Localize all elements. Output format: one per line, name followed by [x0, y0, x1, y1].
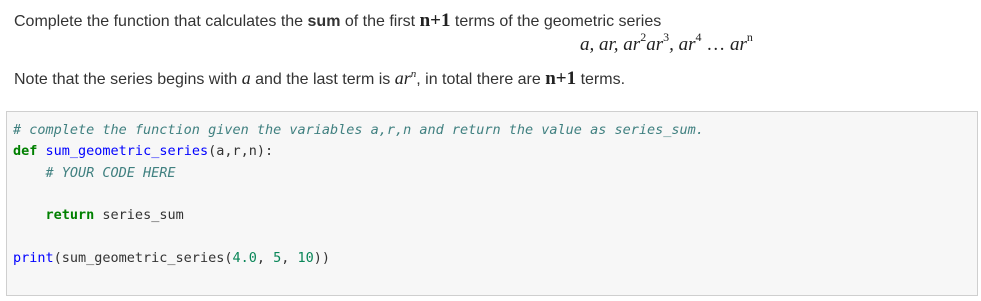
arg-separator: ,	[256, 249, 274, 266]
keyword-def: def	[13, 143, 38, 160]
series-exponent: n	[746, 30, 753, 44]
function-name: sum_geometric_series	[45, 143, 209, 160]
print-call: print	[13, 249, 54, 266]
code-comment: # complete the function given the variables a,r,n and return the value as series_sum.	[13, 122, 704, 138]
math-var-a: a	[241, 68, 251, 88]
geometric-series-formula	[580, 30, 753, 56]
description-text: of the first	[340, 13, 420, 30]
function-params: (a,r,n):	[208, 143, 274, 160]
math-exponent-n: n	[410, 68, 417, 80]
series-ellipsis: …	[701, 34, 730, 55]
series-exponent: 3	[663, 30, 670, 44]
description-text: , in total there are	[416, 71, 546, 88]
description-text: terms.	[576, 71, 626, 88]
arg-separator: ,	[281, 249, 298, 266]
arg-a: 4.0	[232, 249, 257, 266]
placeholder-comment: # YOUR CODE HERE	[45, 164, 176, 181]
math-n-plus-1: n+1	[545, 68, 577, 89]
print-args-open: (sum_geometric_series(	[53, 249, 233, 266]
keyword-return: return	[45, 207, 95, 224]
return-value: series_sum	[94, 207, 184, 224]
math-ar-n	[395, 68, 417, 88]
math-n-plus-1: n+1	[419, 10, 451, 31]
description-text: terms of the geometric series	[450, 13, 662, 30]
series-exponent: 2	[640, 30, 647, 44]
description-line-3	[14, 68, 625, 90]
description-line-1	[14, 10, 661, 32]
math-var-ar: ar	[394, 68, 411, 88]
code-cell[interactable]	[6, 111, 978, 296]
series-term: ar	[646, 34, 664, 55]
series-term: , ar	[669, 34, 696, 55]
bold-sum: sum	[307, 13, 341, 30]
description-text: Complete the function that calculates the	[14, 13, 308, 30]
description-text: and the last term is	[250, 71, 395, 88]
series-term: ar	[730, 34, 747, 55]
indent	[13, 207, 46, 223]
arg-r: 5	[273, 249, 282, 266]
description-text: Note that the series begins with	[14, 71, 242, 88]
arg-n: 10	[297, 249, 314, 266]
print-args-close: ))	[313, 249, 331, 266]
series-term: a, ar, ar	[580, 34, 641, 55]
series-exponent: 4	[695, 30, 702, 44]
code-editor[interactable]	[13, 120, 704, 269]
indent	[13, 165, 46, 181]
